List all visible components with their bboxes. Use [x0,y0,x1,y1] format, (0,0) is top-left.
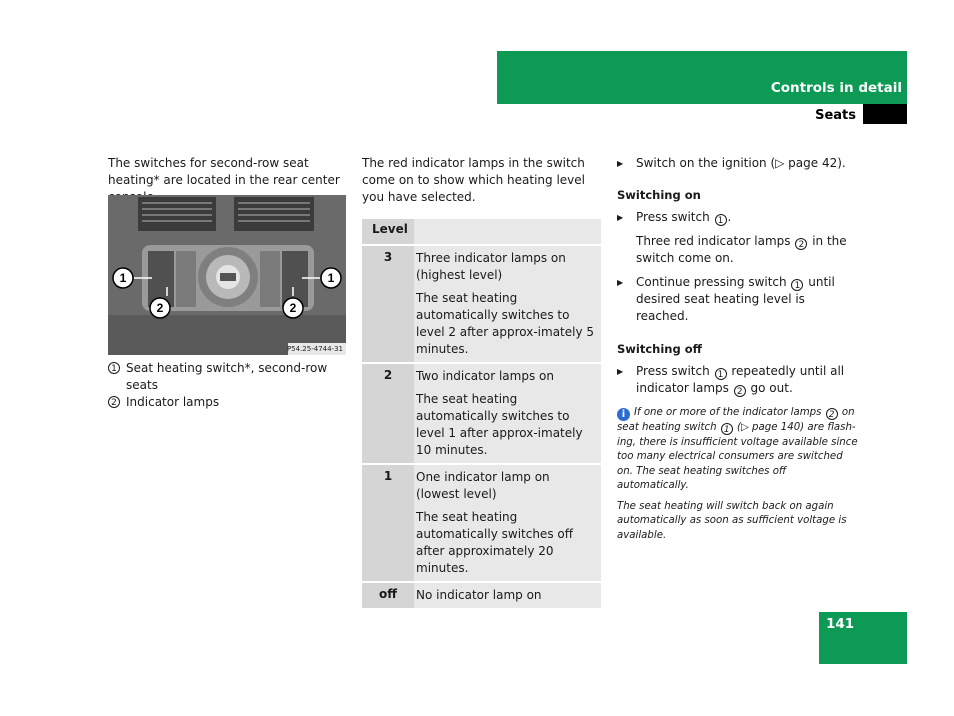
table-header-level: Level [362,219,414,245]
table-row [362,245,601,363]
info-icon: i [617,408,630,421]
result-text-part: in the switch come on. [636,234,847,265]
callout-ref: 2 [826,408,838,420]
indicator-intro: The red indicator lamps in the switch come on to show which heating level you have selected. [362,156,586,204]
note-text: If one or more of the indicator lamps [634,407,825,418]
description-cell [414,363,601,464]
bullet-triangle-icon: ▶ [617,367,624,376]
bullet-triangle-icon: ▶ [617,278,624,287]
row-line1: One indicator lamp on [416,470,550,484]
step-text: repeatedly until all indicator lamps [636,364,845,395]
column-3 [617,155,859,543]
description-cell [414,245,601,363]
caption-number: 1 [108,362,120,374]
callout-ref: 2 [734,385,746,397]
caption-item [108,394,348,411]
subsection-marker [863,104,907,124]
callout-2-right: 2 [289,301,297,315]
photo-code: P54.25-4744-31 [286,345,343,353]
table-header-blank [414,219,601,245]
step-press [617,209,859,226]
table-row [362,464,601,582]
row-extra: The seat heating automatically switches to level 1 after approx-imately 10 minutes. [416,392,583,457]
switching-off-heading: Switching off [617,342,702,356]
table-row [362,363,601,464]
callout-ref: 1 [721,423,733,435]
console-photo [108,195,346,355]
level-cell: off [362,582,414,609]
description-cell [414,464,601,582]
column-2 [362,155,602,206]
step-continue [617,274,859,325]
table-row [362,582,601,609]
row-extra: The seat heating automatically switches to level 2 after approx-imately 5 minutes. [416,291,595,356]
description-cell [414,582,601,609]
step-ignition [617,155,859,172]
note-text: on seat heating switch [617,407,855,433]
bullet-triangle-icon: ▶ [617,159,624,168]
level-cell: 2 [362,363,414,464]
caption-text: Seat heating switch*, second-row seats [126,361,328,392]
step-text: Press switch [636,210,714,224]
row-extra: The seat heating automatically switches off after approximately 20 minutes. [416,510,573,575]
switching-on-heading: Switching on [617,188,701,202]
level-cell: 1 [362,464,414,582]
section-title: Controls in detail [770,80,902,96]
info-note [617,406,859,494]
callout-ref: 1 [715,368,727,380]
step-text: Press switch [636,364,714,378]
row-line1: Two indicator lamps on [416,369,554,383]
level-table [362,219,601,610]
caption-number: 2 [108,396,120,408]
intro-text: The switches for second-row seat heating* are located in the rear center [108,156,340,187]
page-number: 141 [826,616,855,632]
step-text: Switch on the ignition ( [636,156,776,170]
callout-ref: 1 [791,279,803,291]
subsection-title: Seats [815,108,856,123]
callout-ref: 2 [795,238,807,250]
step-text: until desired seat heating level is reached. [636,275,835,323]
callout-2-left: 2 [156,301,164,315]
step-text: go out. [746,381,793,395]
header-band [497,51,907,104]
note-text: (▷ page 140) are flash-ing, there is insufficient voltage available since too many electrical consumers are switched on. The seat heating switches off automatically. [617,422,858,491]
callout-ref: 1 [715,214,727,226]
info-note-2: The seat heating will switch back on again automatically as soon as sufficient voltage is available. [617,500,847,541]
row-line1: Three indicator lamps on [416,251,566,265]
step-repeat [617,363,859,397]
page-link[interactable]: ▷ page 42 [775,156,838,170]
step-text: . [727,210,732,224]
level-cell: 3 [362,245,414,363]
caption-text: Indicator lamps [126,395,220,409]
callout-1-left: 1 [119,271,127,285]
caption-list [108,360,348,412]
step-text: ). [837,156,846,170]
callout-1-right: 1 [327,271,335,285]
row-line2: (highest level) [416,268,503,282]
row-line2: (lowest level) [416,487,497,501]
bullet-triangle-icon: ▶ [617,213,624,222]
result-text-part: Three red indicator lamps [636,234,795,248]
step-text: Continue pressing switch [636,275,791,289]
caption-item [108,360,348,393]
result-text [617,233,859,267]
row-line1: No indicator lamp on [416,588,542,602]
